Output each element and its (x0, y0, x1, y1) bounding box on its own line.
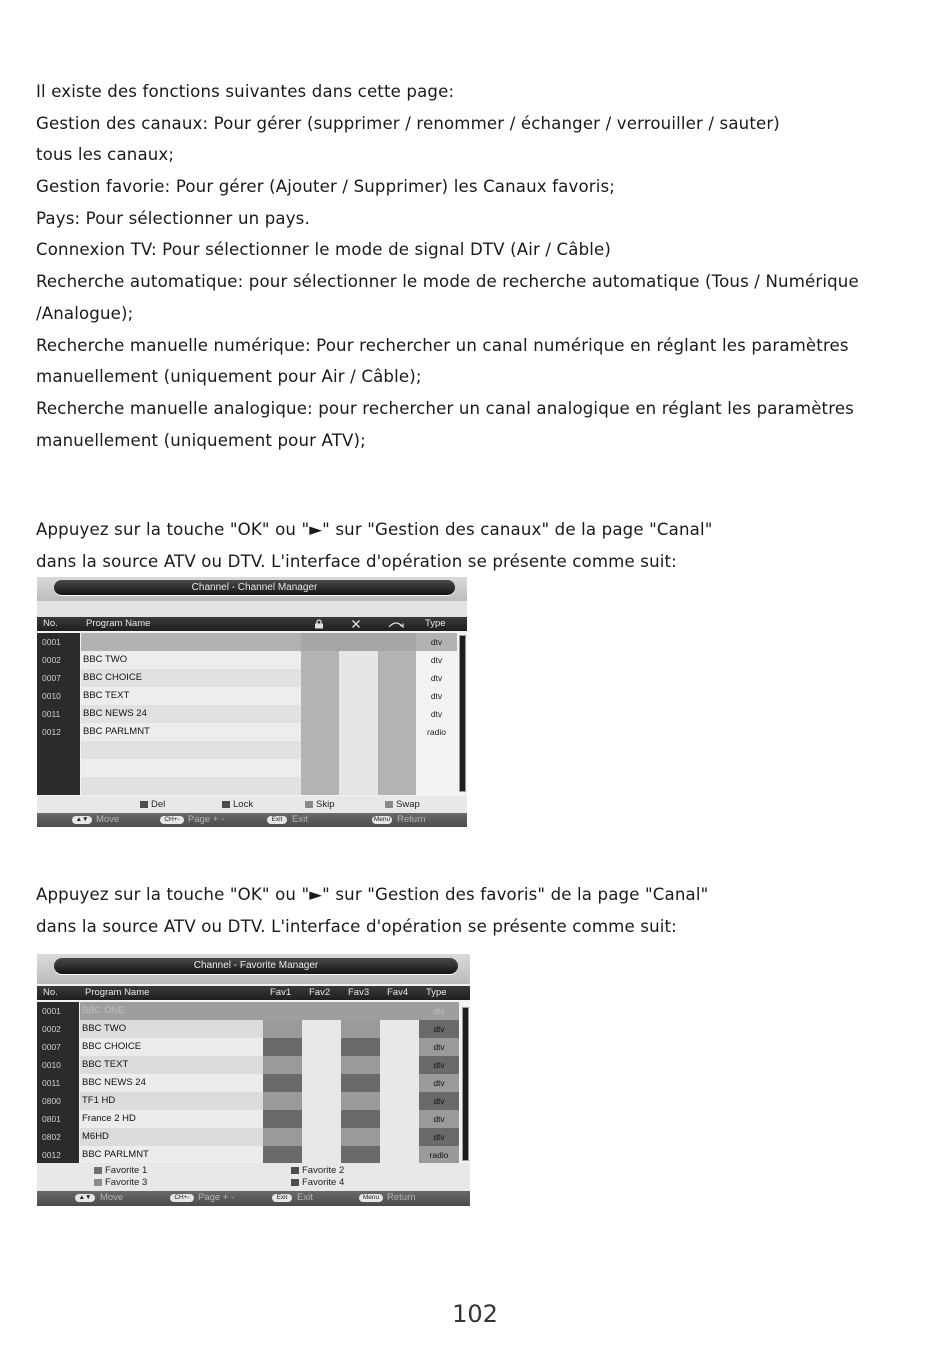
fav2-cell[interactable] (302, 1074, 341, 1092)
channel-type: dtv (419, 1128, 459, 1146)
delete-cell[interactable] (339, 633, 378, 651)
move-key[interactable]: ▲▼ (75, 1194, 95, 1202)
program-name (81, 759, 301, 777)
fav1-cell[interactable] (263, 1002, 302, 1020)
lock-cell[interactable] (301, 741, 339, 759)
text-line: Connexion TV: Pour sélectionner le mode de signal DTV (Air / Câble) (36, 240, 612, 260)
lock-cell[interactable] (301, 777, 339, 795)
channel-number: 0007 (37, 1038, 79, 1056)
fav1-cell[interactable] (263, 1020, 302, 1038)
text-line: Appuyez sur la touche "OK" ou "►" sur "Gestion des favoris" de la page "Canal" (36, 885, 709, 904)
channel-type (416, 759, 457, 777)
fav1-cell[interactable] (263, 1110, 302, 1128)
channel-number: 0001 (37, 1002, 79, 1020)
channel-type: dtv (419, 1038, 459, 1056)
fav3-cell[interactable] (341, 1002, 380, 1020)
fav2-cell[interactable] (302, 1146, 341, 1164)
fav2-cell[interactable] (302, 1002, 341, 1020)
channel-manager-intro (36, 514, 950, 577)
program-name: BBC NEWS 24 (80, 1074, 263, 1092)
program-name: BBC ONE (80, 1002, 263, 1020)
screen-title: Channel - Favorite Manager (54, 958, 458, 974)
channel-type: dtv (416, 687, 457, 705)
program-name: M6HD (80, 1128, 263, 1146)
delete-cell[interactable] (339, 705, 378, 723)
menu-key[interactable]: Menu (359, 1194, 383, 1202)
title-bar (37, 577, 467, 601)
channel-number: 0002 (37, 1020, 79, 1038)
header-fav4: Fav4 (387, 987, 409, 998)
program-name: BBC TEXT (80, 1056, 263, 1074)
channel-number (37, 741, 80, 759)
return-label: Return (387, 1192, 416, 1203)
fav1-cell[interactable] (263, 1146, 302, 1164)
channel-number: 0011 (37, 705, 80, 723)
legend-skip: Skip (305, 799, 334, 810)
page-key[interactable]: CH+- (160, 816, 184, 824)
channel-number: 0012 (37, 723, 80, 741)
swap-cell[interactable] (378, 669, 416, 687)
close-icon (351, 619, 361, 629)
header-no: No. (43, 618, 58, 629)
swap-cell[interactable] (378, 759, 416, 777)
table-row[interactable] (37, 1002, 459, 1020)
fav4-cell[interactable] (380, 1128, 419, 1146)
table-row[interactable] (37, 777, 457, 795)
header-type: Type (425, 618, 446, 629)
table-row[interactable] (37, 687, 457, 705)
channel-type: dtv (419, 1020, 459, 1038)
page-label: Page + - (188, 814, 225, 825)
table-row[interactable] (37, 1038, 459, 1056)
channel-number: 0012 (37, 1146, 79, 1164)
fav1-cell[interactable] (263, 1056, 302, 1074)
text-line: /Analogue); (36, 303, 134, 323)
text-line: Appuyez sur la touche "OK" ou "►" sur "Gestion des canaux" de la page "Canal" (36, 520, 713, 539)
legend-favorite-3: Favorite 3 (94, 1177, 147, 1188)
fav2-cell[interactable] (302, 1056, 341, 1074)
header-program-name: Program Name (85, 987, 150, 998)
text-line: tous les canaux; (36, 145, 175, 165)
fav2-cell[interactable] (302, 1038, 341, 1056)
fav4-cell[interactable] (380, 1110, 419, 1128)
fav4-cell[interactable] (380, 1020, 419, 1038)
title-bar (37, 954, 470, 984)
channel-number: 0002 (37, 651, 80, 669)
table-row[interactable] (37, 633, 457, 651)
table-row[interactable] (37, 705, 457, 723)
delete-cell[interactable] (339, 669, 378, 687)
channel-type: dtv (416, 633, 457, 651)
legend-swap: Swap (385, 799, 420, 810)
channel-number: 0801 (37, 1110, 79, 1128)
program-name: BBC TWO (80, 1020, 263, 1038)
exit-label: Exit (292, 814, 308, 825)
legend-area (37, 1163, 470, 1191)
fav4-cell[interactable] (380, 1146, 419, 1164)
move-label: Move (100, 1192, 124, 1203)
header-type: Type (426, 987, 447, 998)
channel-number: 0802 (37, 1128, 79, 1146)
text-line: Il existe des fonctions suivantes dans cette page: (36, 82, 455, 101)
text-line: manuellement (uniquement pour ATV); (36, 430, 366, 450)
swap-cell[interactable] (378, 723, 416, 741)
channel-number: 0010 (37, 1056, 79, 1074)
channel-type: dtv (419, 1092, 459, 1110)
lock-cell[interactable] (301, 687, 339, 705)
page-number: 102 (452, 1300, 498, 1328)
delete-cell[interactable] (339, 777, 378, 795)
channel-type: dtv (419, 1074, 459, 1092)
channel-number: 0010 (37, 687, 80, 705)
delete-cell[interactable] (339, 723, 378, 741)
text-line: Recherche manuelle analogique: pour rechercher un canal analogique en réglant les paramètres (36, 398, 854, 418)
legend-bar (37, 796, 467, 813)
channel-number: 0011 (37, 1074, 79, 1092)
program-name (81, 633, 301, 651)
fav3-cell[interactable] (341, 1128, 380, 1146)
channel-type: dtv (416, 669, 457, 687)
legend-favorite-4: Favorite 4 (291, 1177, 344, 1188)
lock-cell[interactable] (301, 633, 339, 651)
scrollbar[interactable] (459, 635, 466, 792)
fav4-cell[interactable] (380, 1092, 419, 1110)
program-name: BBC PARLMNT (81, 723, 301, 741)
footer-bar (37, 813, 467, 827)
channel-number (37, 759, 80, 777)
fav4-cell[interactable] (380, 1074, 419, 1092)
program-name: BBC CHOICE (80, 1038, 263, 1056)
footer-bar (37, 1191, 470, 1206)
text-line: Gestion des canaux: Pour gérer (supprimer / renommer / échanger / verrouiller / sauter) (36, 113, 780, 133)
delete-cell[interactable] (339, 741, 378, 759)
fav2-cell[interactable] (302, 1128, 341, 1146)
header-fav3: Fav3 (348, 987, 370, 998)
channel-type (416, 777, 457, 795)
lock-cell[interactable] (301, 669, 339, 687)
fav3-cell[interactable] (341, 1074, 380, 1092)
delete-cell[interactable] (339, 759, 378, 777)
page-label: Page + - (198, 1192, 235, 1203)
lock-icon (314, 619, 324, 629)
channel-number (37, 777, 80, 795)
fav3-cell[interactable] (341, 1020, 380, 1038)
lock-cell[interactable] (301, 705, 339, 723)
fav2-cell[interactable] (302, 1110, 341, 1128)
page-key[interactable]: CH+- (170, 1194, 194, 1202)
text-line: Recherche automatique: pour sélectionner le mode de recherche automatique (Tous / Numérique (36, 272, 859, 292)
legend-lock: Lock (222, 799, 253, 810)
fav3-cell[interactable] (341, 1056, 380, 1074)
fav3-cell[interactable] (341, 1110, 380, 1128)
program-name: BBC PARLMNT (80, 1146, 263, 1164)
text-line: manuellement (uniquement pour Air / Câble); (36, 367, 422, 387)
fav2-cell[interactable] (302, 1020, 341, 1038)
intro-text (36, 76, 950, 456)
header-fav1: Fav1 (270, 987, 292, 998)
swap-cell[interactable] (378, 777, 416, 795)
legend-del: Del (140, 799, 165, 810)
program-name: BBC CHOICE (81, 669, 301, 687)
text-line: dans la source ATV ou DTV. L'interface d'opération se présente comme suit: (36, 551, 677, 571)
table-row[interactable] (37, 1128, 459, 1146)
channel-manager-screen (37, 577, 467, 827)
scrollbar[interactable] (462, 1007, 469, 1161)
program-name: BBC TWO (81, 651, 301, 669)
table-row[interactable] (37, 723, 457, 741)
table-row[interactable] (37, 1056, 459, 1074)
table-row[interactable] (37, 1092, 459, 1110)
swap-cell[interactable] (378, 651, 416, 669)
legend-favorite-1: Favorite 1 (94, 1165, 147, 1176)
channel-number: 0800 (37, 1092, 79, 1110)
move-key[interactable]: ▲▼ (72, 816, 92, 824)
menu-key[interactable]: Menu (373, 816, 391, 823)
move-label: Move (96, 814, 120, 825)
channel-type (416, 741, 457, 759)
fav1-cell[interactable] (263, 1038, 302, 1056)
channel-type: dtv (416, 651, 457, 669)
fav3-cell[interactable] (341, 1146, 380, 1164)
text-line: dans la source ATV ou DTV. L'interface d'opération se présente comme suit: (36, 916, 677, 936)
screen-title: Channel - Channel Manager (54, 580, 455, 595)
fav4-cell[interactable] (380, 1002, 419, 1020)
favorite-manager-screen (37, 954, 470, 1206)
delete-cell[interactable] (339, 687, 378, 705)
table-row[interactable] (37, 669, 457, 687)
swap-cell[interactable] (378, 705, 416, 723)
text-line: Pays: Pour sélectionner un pays. (36, 208, 310, 228)
table-row[interactable] (37, 1146, 459, 1164)
program-name: BBC NEWS 24 (81, 705, 301, 723)
exit-key[interactable]: Exit (267, 816, 287, 824)
exit-label: Exit (297, 1192, 313, 1203)
swap-cell[interactable] (378, 741, 416, 759)
text-line: Gestion favorie: Pour gérer (Ajouter / Supprimer) les Canaux favoris; (36, 177, 616, 197)
table-row[interactable] (37, 1110, 459, 1128)
channel-type: dtv (419, 1002, 459, 1020)
program-name (81, 777, 301, 795)
header-fav2: Fav2 (309, 987, 331, 998)
fav4-cell[interactable] (380, 1056, 419, 1074)
header-program-name: Program Name (86, 618, 151, 629)
table-row[interactable] (37, 1020, 459, 1038)
lock-cell[interactable] (301, 651, 339, 669)
table-row[interactable] (37, 1074, 459, 1092)
lock-cell[interactable] (301, 723, 339, 741)
table-header (37, 986, 470, 1000)
table-row[interactable] (37, 651, 457, 669)
lock-cell[interactable] (301, 759, 339, 777)
return-label: Return (397, 814, 426, 825)
program-name: TF1 HD (80, 1092, 263, 1110)
channel-number: 0007 (37, 669, 80, 687)
delete-cell[interactable] (339, 651, 378, 669)
fav2-cell[interactable] (302, 1092, 341, 1110)
table-header (37, 617, 467, 631)
swap-icon (387, 619, 405, 629)
legend-favorite-2: Favorite 2 (291, 1165, 344, 1176)
text-line: Recherche manuelle numérique: Pour rechercher un canal numérique en réglant les paramètres (36, 335, 849, 355)
channel-type: radio (419, 1146, 459, 1164)
channel-number: 0001 (37, 633, 80, 651)
program-name: France 2 HD (80, 1110, 263, 1128)
header-no: No. (43, 987, 58, 998)
fav4-cell[interactable] (380, 1038, 419, 1056)
table-row[interactable] (37, 759, 457, 777)
program-name (81, 741, 301, 759)
favorite-manager-intro (36, 879, 950, 942)
channel-type: dtv (419, 1056, 459, 1074)
spacer (37, 601, 467, 617)
swap-cell[interactable] (378, 633, 416, 651)
fav1-cell[interactable] (263, 1128, 302, 1146)
table-row[interactable] (37, 741, 457, 759)
fav1-cell[interactable] (263, 1092, 302, 1110)
channel-type: radio (416, 723, 457, 741)
channel-type: dtv (419, 1110, 459, 1128)
swap-cell[interactable] (378, 687, 416, 705)
fav3-cell[interactable] (341, 1092, 380, 1110)
fav3-cell[interactable] (341, 1038, 380, 1056)
fav1-cell[interactable] (263, 1074, 302, 1092)
exit-key[interactable]: Exit (272, 1194, 292, 1202)
program-name: BBC TEXT (81, 687, 301, 705)
channel-type: dtv (416, 705, 457, 723)
